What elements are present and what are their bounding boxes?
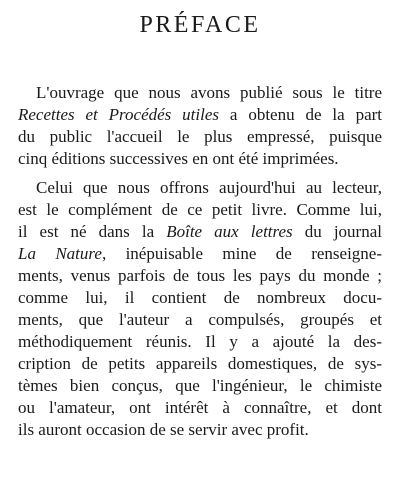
text-line [18,287,382,309]
text-run: du journal [292,222,382,241]
text-line [36,82,382,104]
text-run: , inépuisable mine de renseigne- [101,244,382,263]
text-line [36,177,382,199]
page-title: PRÉFACE [139,12,261,38]
text-run: ments, que l'auteur a compulsés, groupés et [18,310,382,329]
text-line [18,375,382,397]
italic-title-run: Boîte aux lettres [166,222,293,241]
text-line [18,397,382,419]
text-line [18,221,382,243]
text-line [18,148,382,170]
text-line [18,309,382,331]
text-line [18,126,382,148]
italic-title-run: La Nature [18,244,102,263]
text-run: L'ouvrage que nous avons publié sous le titre [36,83,382,102]
text-line [18,419,382,441]
text-line [18,243,382,265]
text-line [18,199,382,221]
text-run: il est né dans la [18,222,167,241]
text-line [18,353,382,375]
text-run: méthodiquement réunis. Il y a ajouté la des- [18,332,382,351]
text-run: comme lui, il contient de nombreux docu- [18,288,382,307]
text-run: cinq éditions successives en ont été imprimées. [18,149,339,168]
italic-title-run: Recettes et Procédés utiles [18,105,220,124]
text-run: ou l'amateur, ont intérêt à connaître, et dont [18,398,382,417]
text-line [18,104,382,126]
text-run: cription de petits appareils domestiques, de sys- [18,354,382,373]
text-run: tèmes bien conçus, que l'ingénieur, le chimiste [18,376,382,395]
text-line [18,331,382,353]
text-line [18,265,382,287]
text-run: a obtenu de la part [219,105,382,124]
text-run: ils auront occasion de se servir avec profit. [18,420,309,439]
text-run: est le complément de ce petit livre. Comme lui, [18,200,382,219]
text-run: Celui que nous offrons aujourd'hui au lecteur, [36,178,382,197]
text-run: du public l'accueil le plus empressé, puisque [18,127,382,146]
text-run: ments, venus parfois de tous les pays du monde ; [18,266,382,285]
